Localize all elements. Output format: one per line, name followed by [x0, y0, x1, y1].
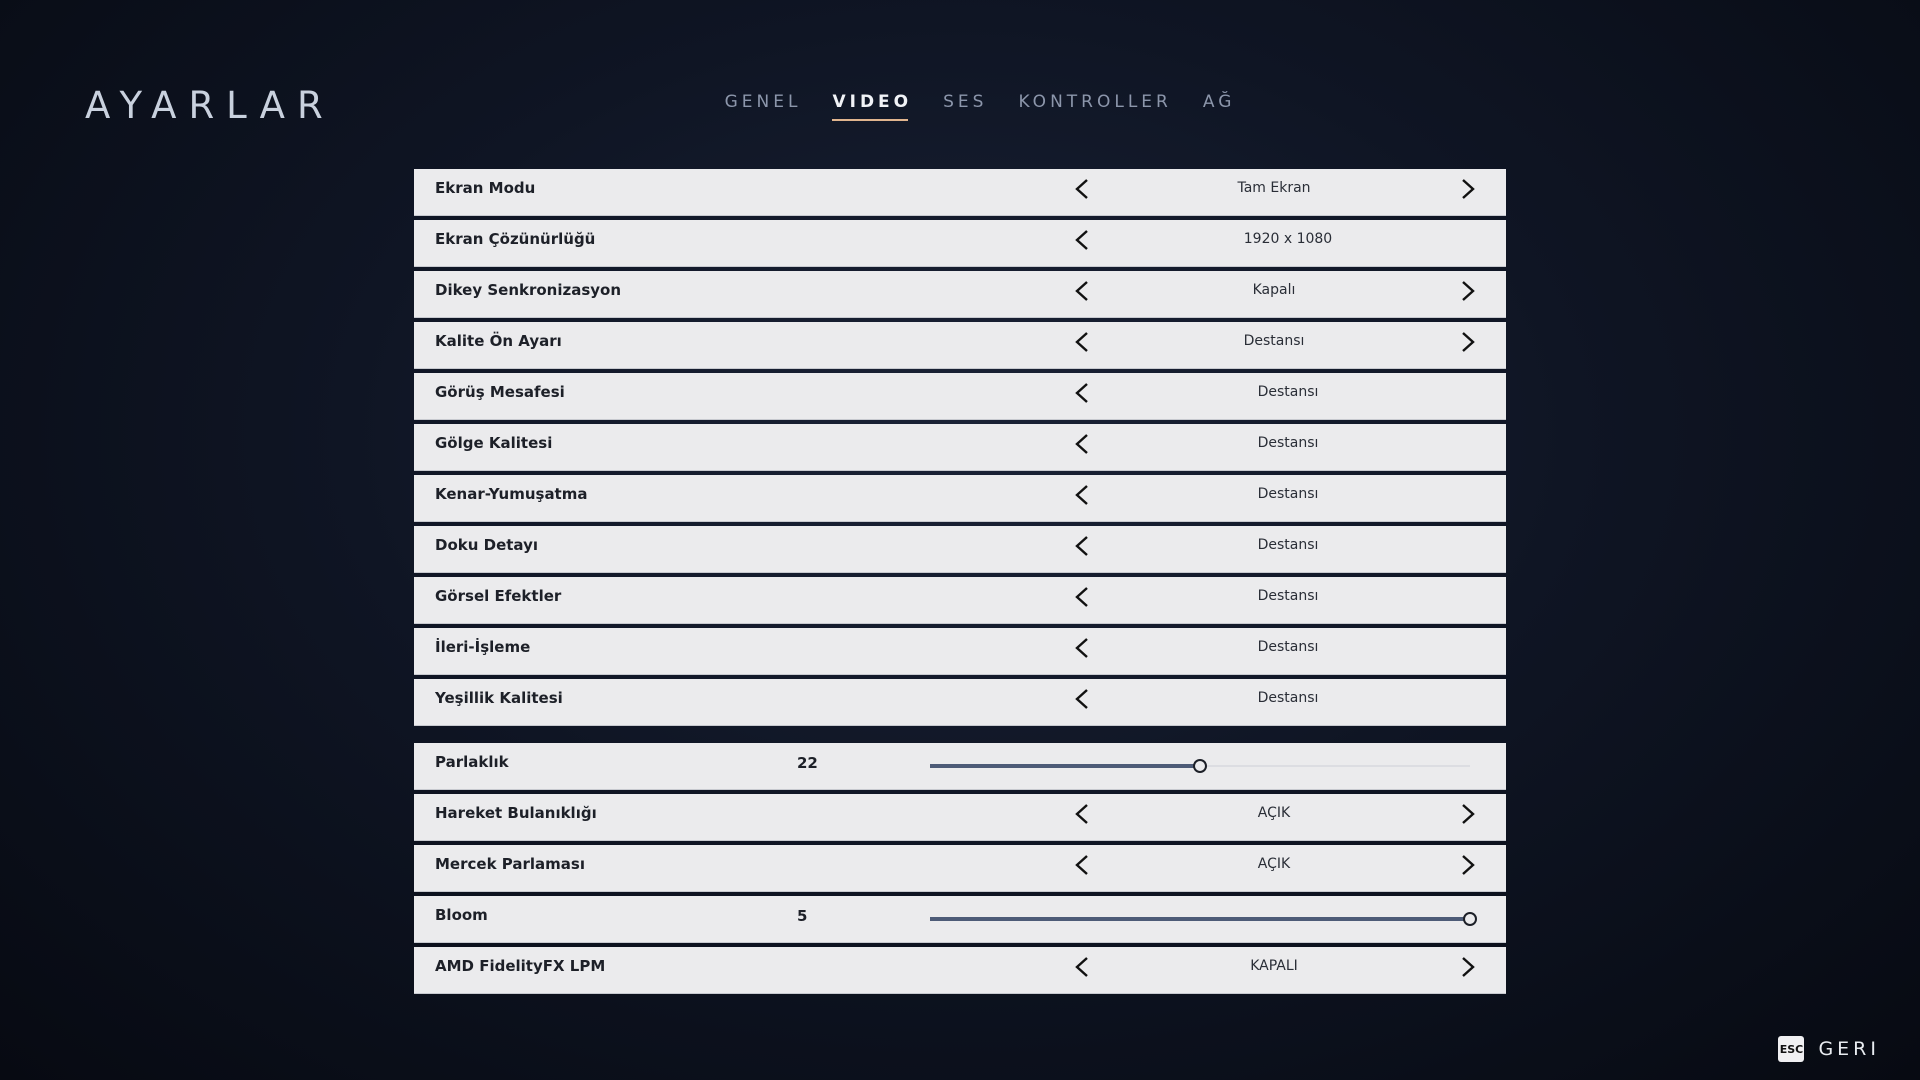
- setting-value: AÇIK: [1257, 856, 1291, 872]
- setting-value: Destansı: [1257, 384, 1319, 400]
- chevron-left-icon[interactable]: [1070, 278, 1096, 304]
- slider-value: 5: [797, 907, 808, 925]
- setting-label: Görsel Efektler: [435, 587, 562, 605]
- setting-label: Kenar-Yumuşatma: [435, 485, 588, 503]
- chevron-left-icon[interactable]: [1070, 533, 1096, 559]
- setting-row[interactable]: [414, 475, 1506, 522]
- chevron-left-icon[interactable]: [1070, 852, 1096, 878]
- setting-value: Tam Ekran: [1237, 180, 1311, 196]
- setting-row[interactable]: [414, 526, 1506, 573]
- chevron-left-icon[interactable]: [1070, 380, 1096, 406]
- setting-value: 1920 x 1080: [1243, 231, 1333, 247]
- setting-row[interactable]: [414, 271, 1506, 318]
- chevron-left-icon[interactable]: [1070, 227, 1096, 253]
- setting-label: Parlaklık: [435, 753, 509, 771]
- setting-row[interactable]: [414, 424, 1506, 471]
- setting-row[interactable]: [414, 373, 1506, 420]
- setting-value: Destansı: [1257, 639, 1319, 655]
- setting-label: Dikey Senkronizasyon: [435, 281, 622, 299]
- setting-label: Ekran Çözünürlüğü: [435, 230, 596, 248]
- chevron-right-icon[interactable]: [1454, 176, 1480, 202]
- page-title: AYARLAR: [85, 84, 335, 127]
- setting-value: Kapalı: [1252, 282, 1296, 298]
- chevron-left-icon[interactable]: [1070, 482, 1096, 508]
- chevron-left-icon[interactable]: [1070, 584, 1096, 610]
- tab-kontroller[interactable]: KONTROLLER: [1018, 92, 1172, 112]
- setting-label: Görüş Mesafesi: [435, 383, 565, 401]
- setting-row[interactable]: [414, 169, 1506, 216]
- slider-fill: [930, 917, 1470, 921]
- slider[interactable]: [930, 762, 1470, 770]
- setting-value: Destansı: [1257, 588, 1319, 604]
- setting-row[interactable]: [414, 947, 1506, 994]
- setting-label: Mercek Parlaması: [435, 855, 585, 873]
- chevron-left-icon[interactable]: [1070, 686, 1096, 712]
- setting-row[interactable]: [414, 794, 1506, 841]
- tab-ağ[interactable]: AĞ: [1202, 92, 1236, 112]
- setting-value: KAPALI: [1250, 958, 1298, 974]
- setting-value: Destansı: [1257, 486, 1319, 502]
- chevron-left-icon[interactable]: [1070, 801, 1096, 827]
- back-label: GERI: [1818, 1038, 1880, 1060]
- settings-list: [414, 169, 1506, 975]
- setting-value: Destansı: [1243, 333, 1305, 349]
- setting-label: Bloom: [435, 906, 488, 924]
- setting-label: Kalite Ön Ayarı: [435, 332, 562, 350]
- setting-row[interactable]: [414, 845, 1506, 892]
- chevron-right-icon[interactable]: [1454, 278, 1480, 304]
- setting-row[interactable]: [414, 743, 1506, 790]
- setting-label: Hareket Bulanıklığı: [435, 804, 597, 822]
- setting-value: Destansı: [1257, 537, 1319, 553]
- setting-value: Destansı: [1257, 435, 1319, 451]
- chevron-left-icon[interactable]: [1070, 176, 1096, 202]
- setting-row[interactable]: [414, 322, 1506, 369]
- chevron-left-icon[interactable]: [1070, 431, 1096, 457]
- setting-row[interactable]: [414, 220, 1506, 267]
- slider[interactable]: [930, 915, 1470, 923]
- slider-knob[interactable]: [1463, 912, 1477, 926]
- chevron-right-icon[interactable]: [1454, 852, 1480, 878]
- chevron-right-icon[interactable]: [1454, 801, 1480, 827]
- setting-label: Ekran Modu: [435, 179, 536, 197]
- chevron-right-icon[interactable]: [1454, 954, 1480, 980]
- slider-fill: [930, 764, 1200, 768]
- chevron-left-icon[interactable]: [1070, 635, 1096, 661]
- setting-label: İleri-İşleme: [435, 638, 531, 656]
- slider-knob[interactable]: [1193, 759, 1207, 773]
- back-button[interactable]: [1778, 1036, 1880, 1062]
- esc-key-icon: ESC: [1778, 1036, 1804, 1062]
- setting-label: AMD FidelityFX LPM: [435, 957, 606, 975]
- tab-genel[interactable]: GENEL: [724, 92, 802, 112]
- tab-bar: [0, 92, 1920, 121]
- setting-label: Yeşillik Kalitesi: [435, 689, 563, 707]
- setting-label: Gölge Kalitesi: [435, 434, 553, 452]
- setting-value: AÇIK: [1257, 805, 1291, 821]
- setting-row[interactable]: [414, 679, 1506, 726]
- setting-row[interactable]: [414, 577, 1506, 624]
- setting-value: Destansı: [1257, 690, 1319, 706]
- tab-ses[interactable]: SES: [943, 92, 988, 112]
- chevron-right-icon[interactable]: [1454, 329, 1480, 355]
- setting-label: Doku Detayı: [435, 536, 539, 554]
- tab-video[interactable]: VIDEO: [832, 92, 912, 121]
- chevron-left-icon[interactable]: [1070, 329, 1096, 355]
- setting-row[interactable]: [414, 896, 1506, 943]
- chevron-left-icon[interactable]: [1070, 954, 1096, 980]
- setting-row[interactable]: [414, 628, 1506, 675]
- slider-value: 22: [797, 754, 818, 772]
